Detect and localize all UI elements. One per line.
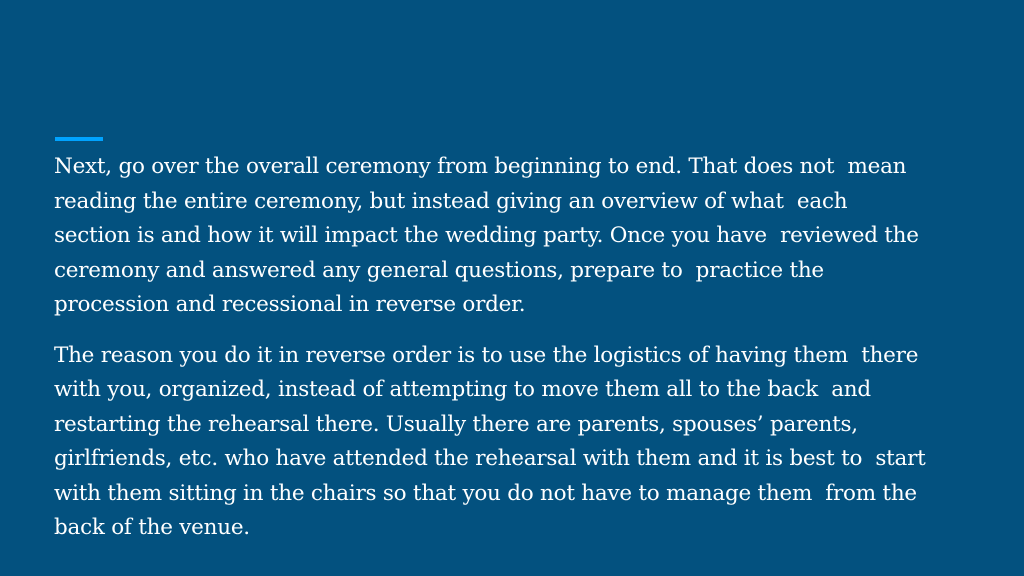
text-line: reading the entire ceremony, but instead giving an overview of what each <box>54 188 848 214</box>
text-line: procession and recessional in reverse order. <box>54 292 526 317</box>
text-line: with you, organized, instead of attempting to move them all to the back and <box>54 377 871 402</box>
slide-body-text <box>54 150 994 546</box>
accent-bar <box>55 137 103 141</box>
paragraph-1 <box>54 150 994 323</box>
text-line: ceremony and answered any general questions, prepare to practice the <box>54 257 824 283</box>
text-line: girlfriends, etc. who have attended the rehearsal with them and it is best to start <box>54 446 926 471</box>
paragraph-2 <box>54 339 994 546</box>
text-line: with them sitting in the chairs so that you do not have to manage them from the <box>54 480 917 506</box>
text-line: The reason you do it in reverse order is to use the logistics of having them there <box>54 342 919 368</box>
text-line: restarting the rehearsal there. Usually there are parents, spouses’ parents, <box>54 411 858 437</box>
text-line: back of the venue. <box>54 515 250 540</box>
text-line: Next, go over the overall ceremony from beginning to end. That does not mean <box>54 154 907 179</box>
text-line: section is and how it will impact the wedding party. Once you have reviewed the <box>54 223 919 248</box>
